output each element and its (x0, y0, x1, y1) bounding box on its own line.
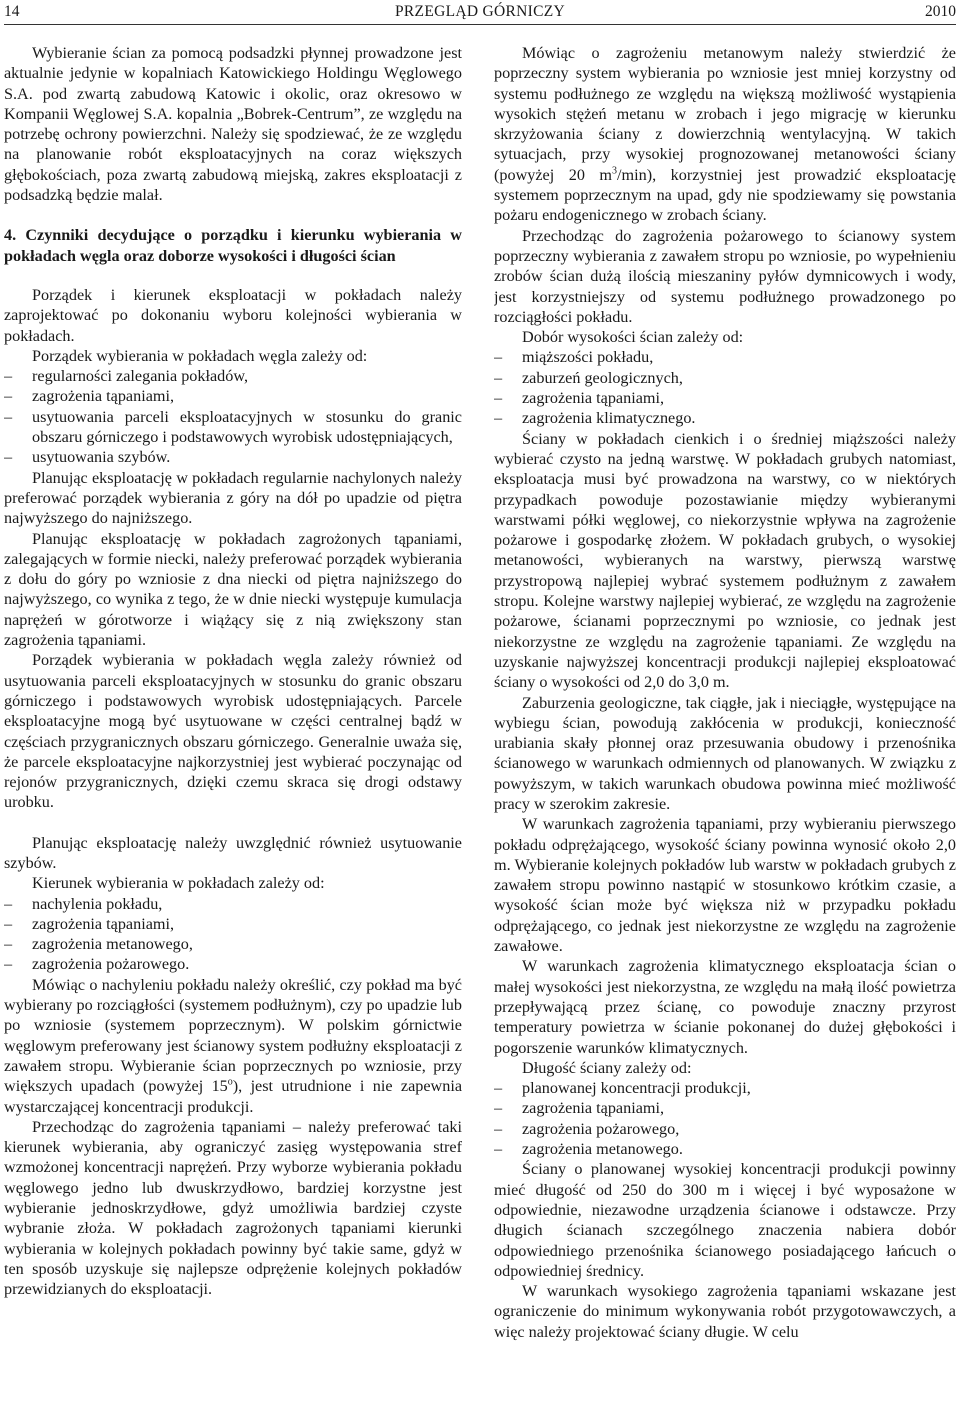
list-item: – usytuowania szybów. (4, 448, 171, 467)
paragraph: Zaburzenia geologiczne, tak ciągłe, jak i nieciągłe, występujące na wybiegu ścian, powodują zakłócenia w produkcji, konieczność urabiania skały płonnej oraz przesuwania obudowy i przenośnika ścianowego w warunkach odmiennych od planowanych. W związku z powyższym, w takich warunkach obudowa powinna mieć możliwość pracy w szerokim zakresie. (494, 693, 956, 813)
list-item: – zagrożenia metanowego. (494, 1140, 683, 1159)
paragraph: Przechodząc do zagrożenia pożarowego to ścianowy system poprzeczny wybierania z zawałem stropu po wzniosie, po wypełnieniu zrobów ścian dużą ilością mieszaniny pyłów dymnicowych i wody, jest korzystniejszy od systemu podłużnego prowadzonego po rozciągłości pokładu. (494, 226, 956, 326)
bullet-list (494, 347, 956, 428)
degree-superscript: o (227, 1076, 233, 1088)
dash-marker: – (4, 894, 13, 913)
paragraph: Wybieranie ścian za pomocą podsadzki płynnej prowadzone jest aktualnie jedynie w kopalniach Katowickiego Holdingu Węglowego S.A. pod zwartą zabudową Katowic i okolic, oraz okresowo w Kompanii Węglowej S.A. kopalnia „Bobrek-Centrum”, ze względu na potrzebę ochrony powierzchni. Należy się spodziewać, że ze względu na planowanie robót eksploatacyjnych na coraz większych głębokościach, poza zwartą zabudową miejską, zakres eksploatacji z podsadzką będzie malał. (4, 44, 462, 205)
dash-marker: – (494, 389, 503, 408)
paragraph: Ściany o planowanej wysokiej koncentracji produkcji powinny mieć długość od 250 do 300 m i więcej i być wyposażone w odpowiednie, niezawodne urządzenia ścianowe i odstawcze. Przy długich ścianach szczególnego znaczenia nabiera dobór odpowiedniego przenośnika ścianowego posiadającego łańcuch o odpowiedniej średnicy. (494, 1160, 956, 1280)
dash-marker: – (4, 387, 13, 406)
cubic-superscript: 3 (612, 165, 618, 177)
dash-marker: – (494, 1140, 503, 1159)
list-item: – usytuowania parceli eksploatacyjnych w stosunku do granic obszaru górniczego i podstawowych wyrobisk udostępniających, (4, 407, 462, 447)
publication-year: 2010 (925, 3, 956, 20)
dash-marker: – (494, 1119, 503, 1138)
paragraph: Porządek wybierania w pokładach węgla zależy od: (32, 346, 368, 365)
dash-marker: – (494, 368, 503, 387)
list-item: – zaburzeń geologicznych, (494, 368, 683, 387)
bullet-list (4, 894, 462, 975)
list-item: – zagrożenia tąpaniami, (494, 389, 665, 408)
right-column (494, 43, 956, 1415)
paragraph: Planując eksploatację w pokładach regularnie nachylonych należy preferować porządek wybierania z góry na dół po upadzie od piętra najwyższego do najniższego. (4, 468, 462, 528)
paragraph: Przechodząc do zagrożenia tąpaniami – należy preferować taki kierunek wybierania, aby ograniczyć zasięg występowania stref wzmożonej koncentracji naprężeń. Przy wyborze wybierania pokładu węglowego jedno lub dwuskrzydłowo, bardziej korzystne jest wybieranie jednoskrzydłowe, gdyż umożliwia bardziej czyste wybranie złoża. W pokładach zagrożonych tąpaniami kierunki wybierania w kolejnych pokładach powinny być takie same, gdyż w ten sposób uzyskuje się najlepsze odprężenie kolejnych pokładów przewidzianych do eksploatacji. (4, 1117, 462, 1299)
left-column (4, 43, 462, 1415)
paragraph: Ściany w pokładach cienkich i o średniej miąższości należy wybierać czysto na jedną warstwę. W pokładach grubych natomiast, eksploatacja musi być prowadzona na warstwy, co w niektórych przypadkach powoduje pozostawianie między wybieranymi warstwami półki węglowej, co niekorzystnie wpływa na zagrożenie pożarowe i gospodarkę złożem. W pokładach grubych, o wysokiej metanowości, wybieranych na warstwy, pierwszą warstwę przystropową najlepiej wybrać systemem podłużnym z zawałem stropu. Kolejne warstwy najlepiej wybierać, ze względu na zagrożenie pożarowe, ścianami poprzecznymi po wzniosie, co jednak jest niekorzystne ze względu na zagrożenie tąpaniami. Ze względu na uzyskanie najwyższej koncentracji produkcji najlepiej eksploatować ściany o wysokości od 2,0 do 3,0 m. (494, 429, 956, 692)
running-header (4, 2, 956, 25)
dash-marker: – (494, 409, 503, 428)
dash-marker: – (4, 955, 13, 974)
paragraph: W warunkach zagrożenia klimatycznego eksploatacja ścian o małej wysokości jest niekorzystna, ze względu na małą ilość powietrza przepływającą przez ścianę, co powoduje znaczny przyrost temperatury powietrza w ścianie pokonanej do dużej głębokości i pogorszenie warunków klimatycznych. (494, 957, 956, 1057)
section-heading: 4. Czynniki decydujące o porządku i kierunku wybierania w pokładach węgla oraz doborze wysokości i długości ścian (4, 226, 462, 265)
list-item: – zagrożenia metanowego, (4, 935, 193, 954)
list-item: – zagrożenia klimatycznego. (494, 409, 696, 428)
paragraph: Planując eksploatację należy uwzględnić również usytuowanie szybów. (4, 833, 462, 872)
list-item: – miąższości pokładu, (494, 348, 654, 367)
list-item: – regularności zalegania pokładów, (4, 367, 249, 386)
paragraph: Mówiąc o nachyleniu pokładu należy określić, czy pokład ma być wybierany po rozciągłości (systemem podłużnym), czy po upadzie lub po wzniosie (systemem poprzecznym). W polskim górnictwie węglowym preferowany jest ścianowy system podłużny eksploatacji z zawałem stropu. Wybieranie ścian poprzecznych po wzniosie, przy większych upadach (powyżej 15$^o$), jest utrudnione i nie zapewnia wystarczającej koncentracji produkcji. (4, 975, 462, 1116)
list-item: – zagrożenia pożarowego, (494, 1119, 680, 1138)
dash-marker: – (4, 935, 13, 954)
list-item: – nachylenia pokładu, (4, 894, 163, 913)
list-item: – zagrożenia tąpaniami, (494, 1099, 665, 1118)
dash-marker: – (4, 407, 13, 426)
paragraph: Mówiąc o zagrożeniu metanowym należy stwierdzić że poprzeczny system wybierania po wzniosie jest mniej korzystny od systemu podłużnego ze względu na większą możliwość wystąpienia wysokich stężeń metanu w zrobach i jego migrację w kierunku skrzyżowania ściany z dowierzchnią wentylacyjną. W takich sytuacjach, przy wysokiej prognozowanej metanowości ściany (powyżej 20 $m^3/\min$), korzystniej jest prowadzić eksploatację systemem poprzecznym na upad, gdy nie spodziewamy się powstania pożaru endogenicznego w zrobach ściany. (494, 44, 956, 225)
paragraph: Kierunek wybierania w pokładach zależy od: (32, 874, 325, 893)
dash-marker: – (4, 367, 13, 386)
dash-marker: – (494, 1099, 503, 1118)
paragraph: Planując eksploatację w pokładach zagrożonych tąpaniami, zalegających w formie niecki, należy preferować porządek wybierania z dołu do góry po wzniosie z dna niecki od piętra najniższego do najwyższego, co wynika z tego, że w dnie niecki występuje kumulacja naprężeń w górotworze i wiążący się z nią zwiększony stan zagrożenia tąpaniami. (4, 529, 462, 650)
dash-marker: – (494, 1079, 503, 1098)
paragraph: W warunkach zagrożenia tąpaniami, przy wybieraniu pierwszego pokładu odprężającego, wysokość ściany powinna wynosić około 2,0 m. Wybieranie kolejnych pokładów lub warstw w pokładach grubych z zawałem stropu powinno nastąpić w stosunkowo krótkim czasie, a wysokość ścian może być większa niż w przypadku pokładu odprężającego, co jednak jest niekorzystne ze względu na zagrożenie zawałowe. (494, 815, 956, 956)
list-item: – planowanej koncentracji produkcji, (494, 1079, 751, 1098)
dash-marker: – (494, 348, 503, 367)
dash-marker: – (4, 448, 13, 467)
list-item: – zagrożenia tąpaniami, (4, 914, 175, 933)
journal-title: PRZEGLĄD GÓRNICZY (395, 3, 565, 20)
bullet-list (4, 366, 462, 467)
paragraph: Długość ściany zależy od: (522, 1058, 692, 1077)
paragraph: Porządek i kierunek eksploatacji w pokładach należy zaprojektować po dokonaniu wyboru kolejności wybierania w pokładach. (4, 285, 462, 345)
paragraph: Porządek wybierania w pokładach węgla zależy również od usytuowania parceli eksploatacyjnych w stosunku do granic obszaru górniczego i podstawowych wyrobisk udostępniających. Parcele eksploatacyjne mogą być usytuowane w części centralnej bądź w częściach przygranicznych obszaru górniczego. Generalnie uważa się, że parcele eksploatacyjne najkorzystniej jest wybierać poczynając od rejonów przygranicznych, dzięki czemu skraca się drogi odstawy urobku. (4, 651, 462, 812)
page-number: 14 (4, 3, 20, 20)
dash-marker: – (4, 914, 13, 933)
list-item: – zagrożenia tąpaniami, (4, 387, 175, 406)
paragraph: W warunkach wysokiego zagrożenia tąpaniami wskazane jest ograniczenie do minimum wykonywania robót przygotowawczych, a więc należy projektować ściany długie. W celu (494, 1282, 956, 1341)
bullet-list (494, 1078, 956, 1159)
list-item: – zagrożenia pożarowego. (4, 955, 190, 974)
paragraph: Dobór wysokości ścian zależy od: (522, 328, 744, 347)
